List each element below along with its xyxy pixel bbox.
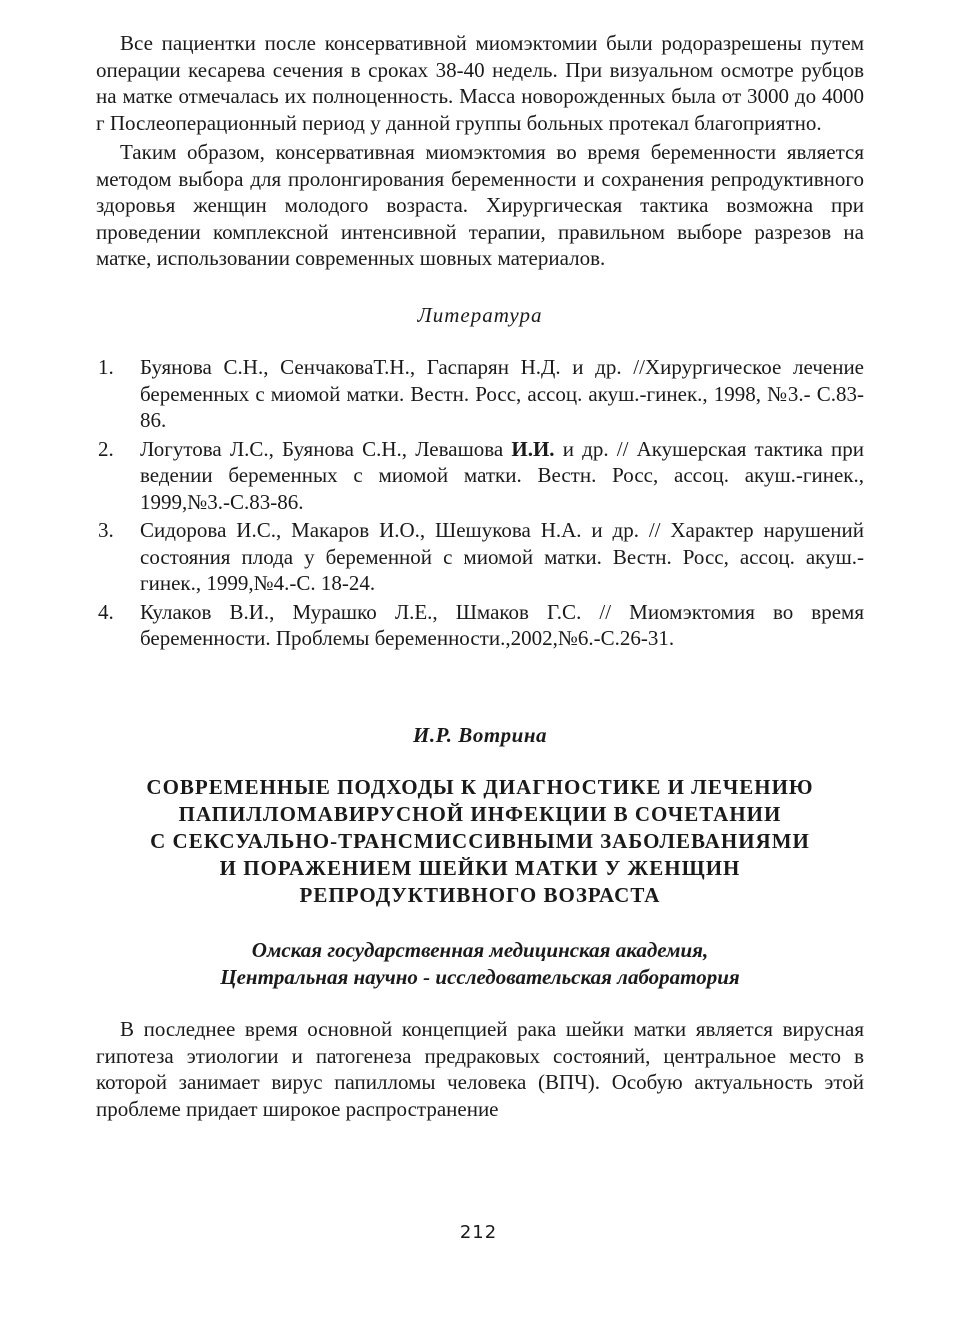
reference-text: Сидорова И.С., Макаров И.О., Шешукова Н.А. и др. // Характер нарушений состояния плода у беременной с миомой матки. Вестн. Росс, ассоц. акуш.-гинек., 1999,№4.-С. 18-24. — [140, 518, 864, 595]
reference-number: 3. — [98, 518, 114, 542]
affiliation-line: Центральная научно - исследовательская лаборатория — [220, 964, 740, 989]
reference-item — [96, 354, 864, 434]
reference-item — [96, 517, 864, 597]
article-title — [96, 774, 864, 909]
author-affiliation — [96, 937, 864, 990]
reference-item — [96, 599, 864, 652]
reference-text: Логутова Л.С., Буянова С.Н., Левашова И.И. и др. // Акушерская тактика при ведении беременных с миомой матки. Вестн. Росс, ассоц. акуш.-гинек., 1999,№3.-С.83-86. — [140, 436, 864, 514]
reference-list — [96, 354, 864, 652]
article-author: И.Р. Вотрина — [413, 722, 547, 747]
reference-number: 4. — [98, 599, 114, 624]
article-title-line: ПАПИЛЛОМАВИРУСНОЙ ИНФЕКЦИИ В СОЧЕТАНИИ — [178, 802, 782, 826]
document-page — [96, 30, 864, 1122]
article-title-line: И ПОРАЖЕНИЕМ ШЕЙКИ МАТКИ У ЖЕНЩИН — [219, 856, 741, 880]
article-title-line: СОВРЕМЕННЫЕ ПОДХОДЫ К ДИАГНОСТИКЕ И ЛЕЧЕНИЮ — [146, 775, 814, 799]
article-title-line: С СЕКСУАЛЬНО-ТРАНСМИССИВНЫМИ ЗАБОЛЕВАНИЯМИ — [150, 829, 810, 853]
literature-heading: Литература — [417, 302, 543, 327]
reference-text: Буянова С.Н., СенчаковаТ.Н., Гаспарян Н.Д. и др. //Хирургическое лечение беременных с миомой матки. Вестн. Росс, ассоц. акуш.-гинек., 1998, №3.- С.83-86. — [140, 355, 864, 432]
reference-text: Кулаков В.И., Мурашко Л.Е., Шмаков Г.С. // Миомэктомия во время беременности. Проблемы беременности.,2002,№6.-С.26-31. — [140, 599, 864, 650]
body-paragraph: В последнее время основной концепцией рака шейки матки является вирусная гипотеза этиологии и патогенеза предраковых состояний, центральное место в которой занимает вирус папилломы человека (ВПЧ). Особую актуальность этой проблеме придает широкое распространение — [96, 1017, 864, 1121]
reference-item — [96, 436, 864, 516]
article-title-line: РЕПРОДУКТИВНОГО ВОЗРАСТА — [299, 883, 661, 907]
reference-bold-initials: И.И. — [511, 436, 555, 461]
intro-paragraph-2: Таким образом, консервативная миомэктомия во время беременности является методом выбора для пролонгирования беременности и сохранения репродуктивного здоровья женщин молодого возраста. Хирургическая тактика возможна при проведении комплексной интенсивной терапии, правильном выборе разрезов на матке, использовании современных шовных материалов. — [96, 140, 864, 270]
intro-paragraph-1: Все пациентки после консервативной миомэктомии были родоразрешены путем операции кесарева сечения в сроках 38-40 недель. При визуальном осмотре рубцов на матке отмечалась их полноценность. Масса новорожденных была от 3000 до 4000 г Послеоперационный период у данной группы больных протекал благоприятно. — [96, 31, 864, 135]
reference-number: 1. — [98, 355, 114, 379]
reference-number: 2. — [98, 436, 114, 461]
page-number: 212 — [459, 1222, 498, 1243]
affiliation-line: Омская государственная медицинская академия, — [251, 938, 709, 962]
